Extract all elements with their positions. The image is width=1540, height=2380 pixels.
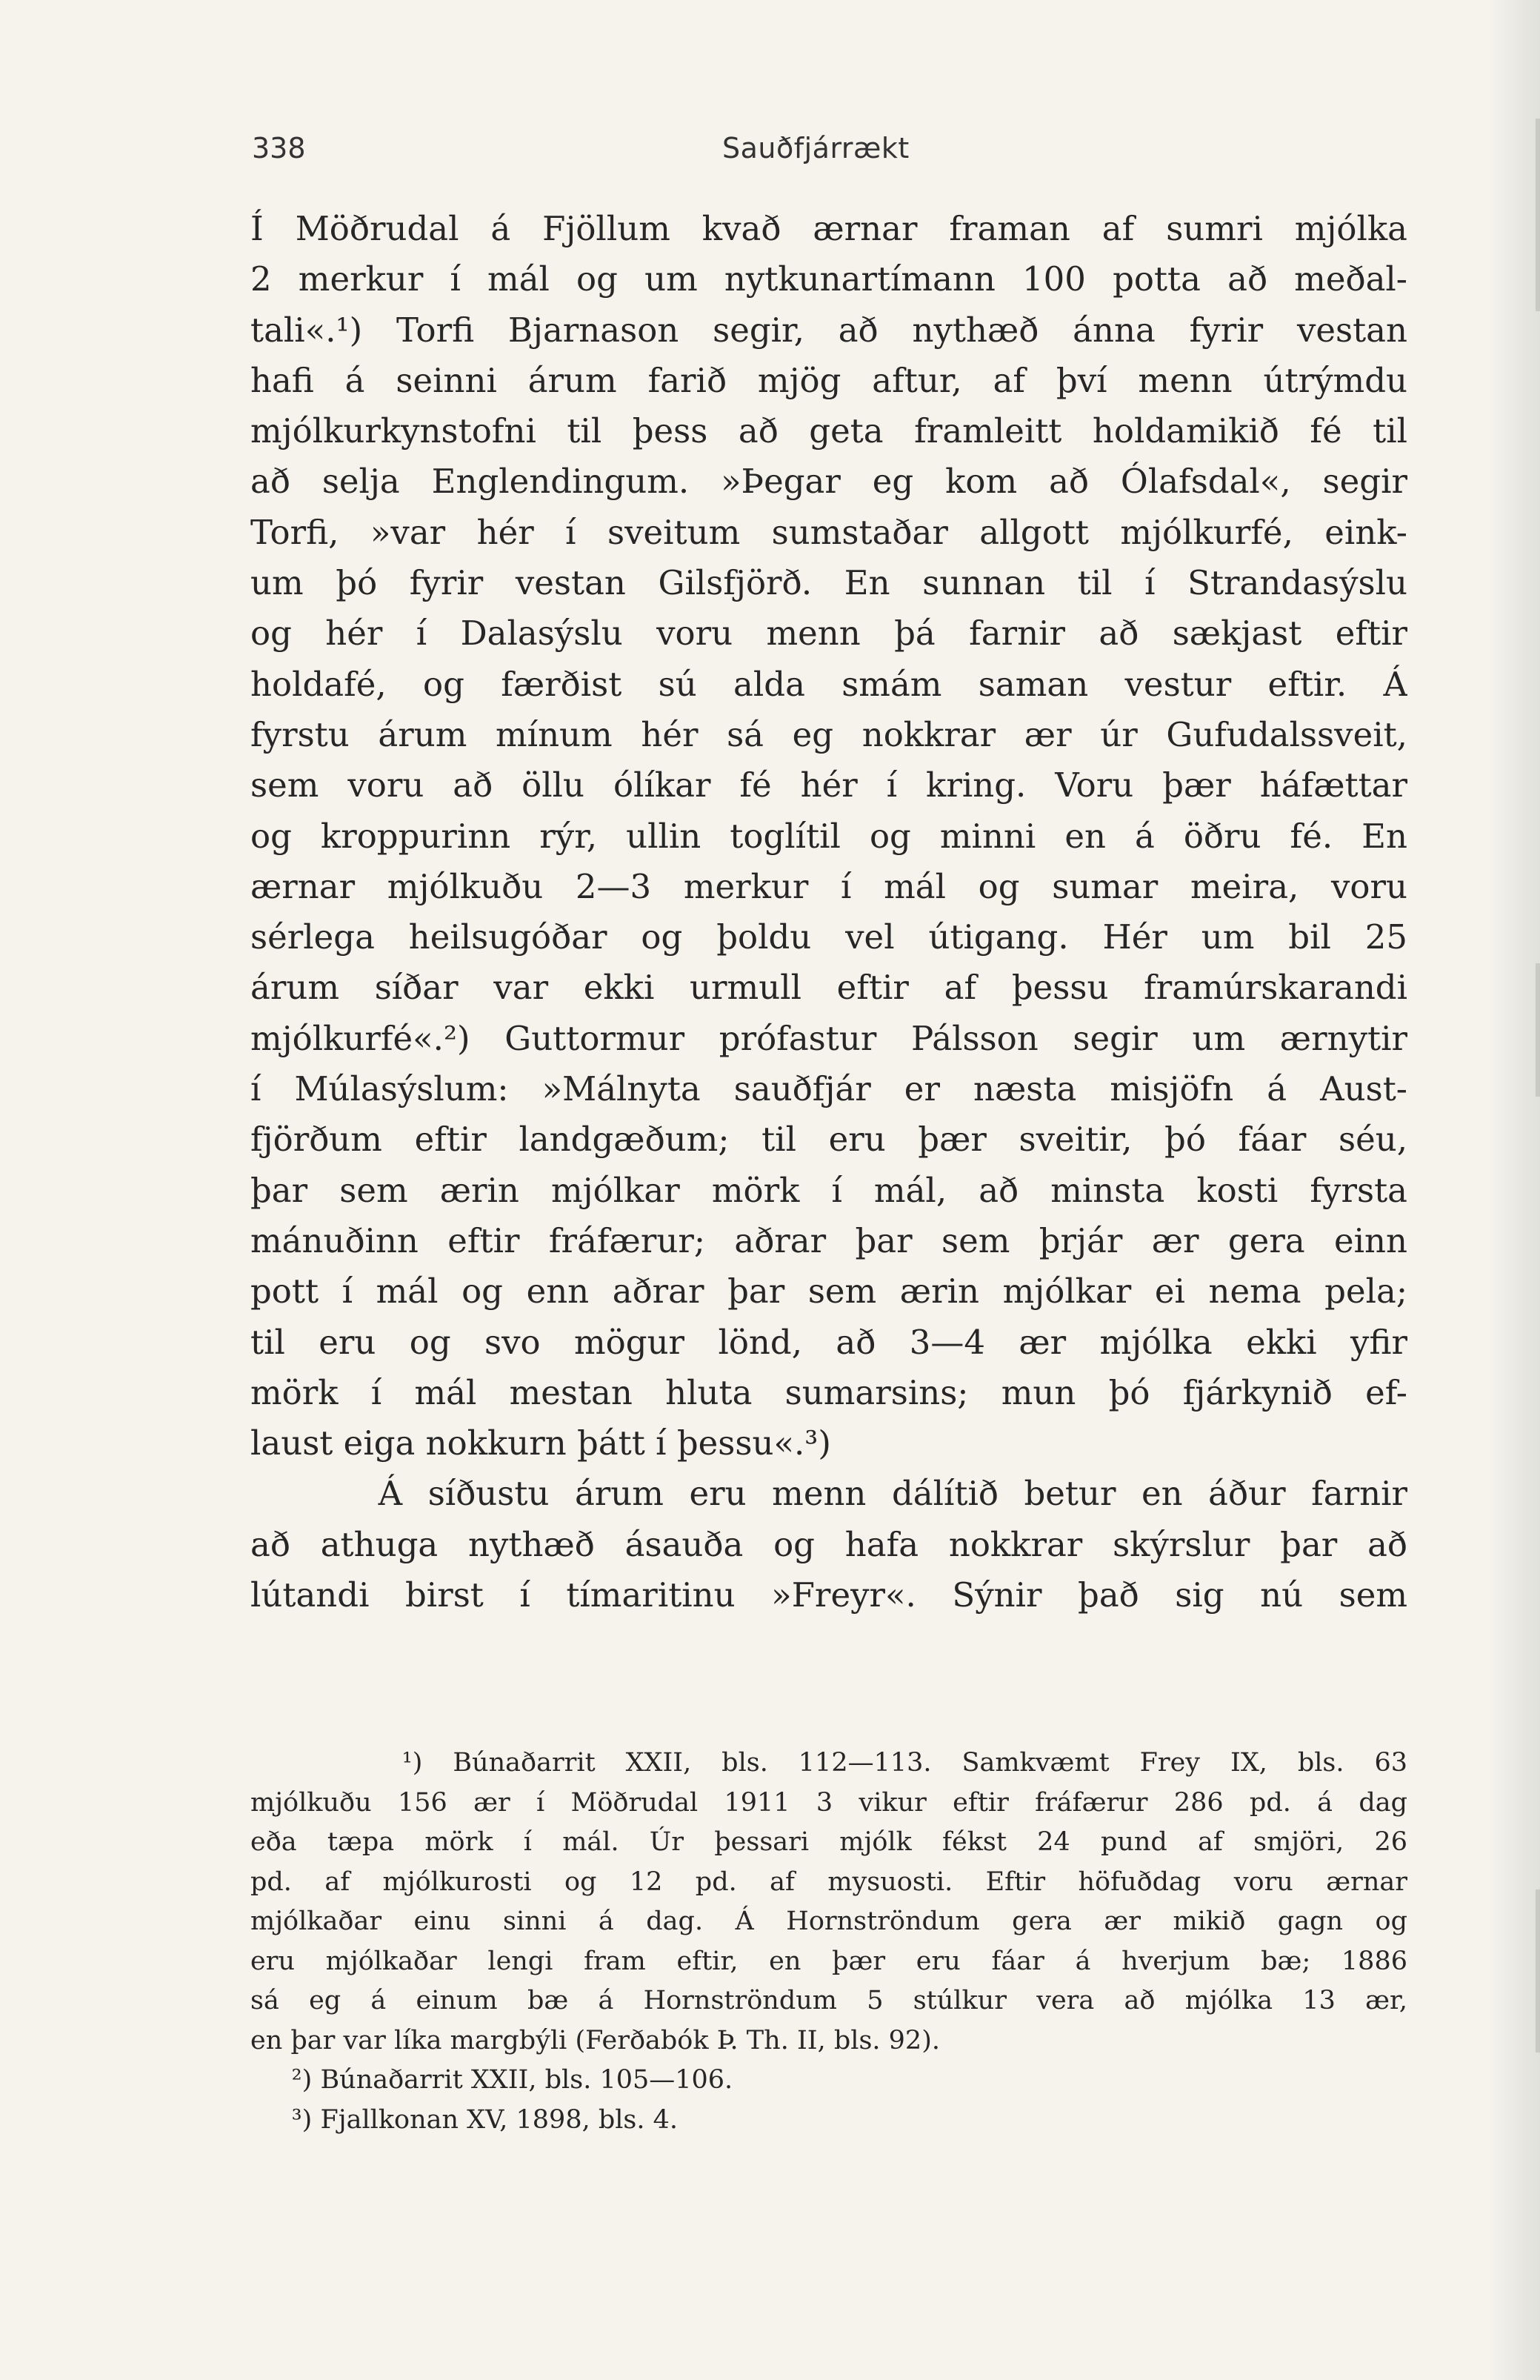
text-line: fyrstu árum mínum hér sá eg nokkrar ær úr Gufudalssveit, — [250, 714, 1407, 754]
footnote-line: eru mjólkaðar lengi fram eftir, en þær eru fáar á hverjum bæ; 1886 — [250, 1946, 1407, 1976]
text-line: mjólkurfé«.²) Guttormur prófastur Pálsson segir um ærnytir — [250, 1018, 1407, 1058]
footnote-line: sá eg á einum bæ á Hornströndum 5 stúlkur vera að mjólka 13 ær, — [250, 1986, 1407, 2015]
text-line: sérlega heilsugóðar og þoldu vel útigang. Hér um bil 25 — [250, 917, 1407, 957]
text-line: laust eiga nokkurn þátt í þessu«.³) — [250, 1423, 831, 1463]
text-line: hafi á seinni árum farið mjög aftur, af því menn útrýmdu — [250, 360, 1407, 400]
page-header — [252, 132, 1407, 176]
text-line: að athuga nythæð ásauða og hafa nokkrar skýrslur þar að — [250, 1524, 1407, 1564]
text-line: lútandi birst í tímaritinu »Freyr«. Sýnir það sig nú sem — [250, 1575, 1407, 1615]
text-line: árum síðar var ekki urmull eftir af þessu framúrskarandi — [250, 968, 1407, 1008]
footnotes — [250, 1744, 1407, 2140]
footnote-line: ¹) Búnaðarrit XXII, bls. 112—113. Samkvæmt Frey IX, bls. 63 — [250, 1748, 1407, 1778]
text-line: til eru og svo mögur lönd, að 3—4 ær mjólka ekki yfir — [250, 1322, 1407, 1362]
text-line: Torfi, »var hér í sveitum sumstaðar allgott mjólkurfé, eink- — [250, 512, 1407, 552]
text-line: í Múlasýslum: »Málnyta sauðfjár er næsta misjöfn á Aust- — [250, 1069, 1407, 1109]
text-line: um þó fyrir vestan Gilsfjörð. En sunnan til í Strandasýslu — [250, 563, 1407, 603]
footnote-line: mjólkaðar einu sinni á dag. Á Hornströndum gera ær mikið gagn og — [250, 1907, 1407, 1936]
footnote-line: eða tæpa mörk í mál. Úr þessari mjólk fékst 24 pund af smjöri, 26 — [250, 1827, 1407, 1857]
footnote-line: mjólkuðu 156 ær í Möðrudal 1911 3 vikur eftir fráfærur 286 pd. á dag — [250, 1787, 1407, 1818]
page-edge — [1488, 0, 1540, 2380]
text-line: að selja Englendingum. »Þegar eg kom að Ólafsdal«, segir — [250, 462, 1407, 502]
body-text — [250, 204, 1407, 1621]
footnote-line: ³) Fjallkonan XV, 1898, bls. 4. — [250, 2104, 679, 2135]
text-line: Í Möðrudal á Fjöllum kvað ærnar framan af sumri mjólka — [250, 209, 1407, 248]
text-line: og hér í Dalasýslu voru menn þá farnir að sækjast eftir — [250, 614, 1407, 654]
text-line: mánuðinn eftir fráfærur; aðrar þar sem þrjár ær gera einn — [250, 1220, 1407, 1260]
text-line: mjólkurkynstofni til þess að geta framleitt holdamikið fé til — [250, 411, 1407, 451]
text-line: ærnar mjólkuðu 2—3 merkur í mál og sumar meira, voru — [250, 866, 1407, 906]
footnote-line: en þar var líka margbýli (Ferðabók Þ. Th. II, bls. 92). — [250, 2025, 940, 2055]
text-line: fjörðum eftir landgæðum; til eru þær sveitir, þó fáar séu, — [250, 1120, 1407, 1160]
text-line: Á síðustu árum eru menn dálítið betur en áður farnir — [250, 1474, 1407, 1514]
text-line: pott í mál og enn aðrar þar sem ærin mjólkar ei nema pela; — [250, 1272, 1407, 1312]
text-line: þar sem ærin mjólkar mörk í mál, að minsta kosti fyrsta — [250, 1170, 1407, 1210]
text-line: sem voru að öllu ólíkar fé hér í kring. Voru þær háfættar — [250, 765, 1407, 805]
text-line: 2 merkur í mál og um nytkunartímann 100 potta að meðal- — [250, 259, 1407, 299]
running-head: Sauðfjárrækt — [722, 132, 910, 164]
edge-line — [1536, 963, 1540, 1097]
text-line: mörk í mál mestan hluta sumarsins; mun þó fjárkynið ef- — [250, 1372, 1407, 1412]
text-line: holdafé, og færðist sú alda smám saman vestur eftir. Á — [250, 664, 1407, 704]
edge-line — [1536, 1889, 1540, 2052]
page-number: 338 — [252, 132, 306, 164]
text-line: tali«.¹) Torfi Bjarnason segir, að nythæð ánna fyrir vestan — [250, 310, 1407, 350]
edge-line — [1536, 119, 1540, 311]
footnote-line: ²) Búnaðarrit XXII, bls. 105—106. — [250, 2065, 733, 2095]
footnote-line: pd. af mjólkurosti og 12 pd. af mysuosti. Eftir höfuðdag voru ærnar — [250, 1867, 1407, 1897]
text-line: og kroppurinn rýr, ullin toglítil og minni en á öðru fé. En — [250, 816, 1407, 856]
